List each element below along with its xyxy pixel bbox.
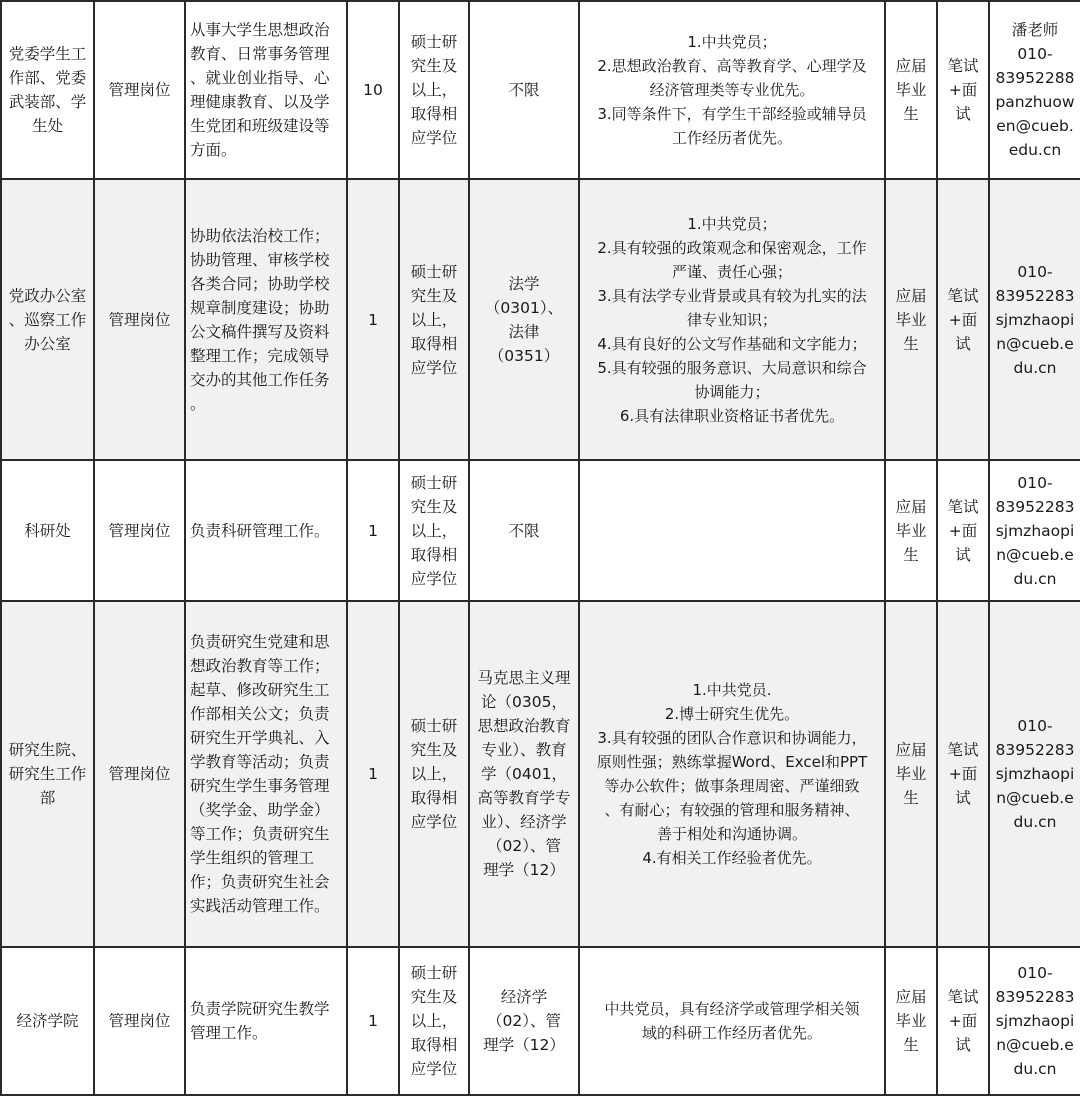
education-cell: 硕士研 究生及 以上， 取得相 应学位 — [399, 1, 469, 179]
requirements-cell: 1.中共党员. 2.博士研究生优先。 3.具有较强的团队合作意识和协调能力， 原则性强；熟练掌握Word、Excel和PPT 等办公软件；做事条理周密、严谨细致 、有耐心；有较强的管理和服务精神、 善于相处和沟通协调。 4.有相关工作经验者优先。 — [579, 601, 885, 947]
education-cell: 硕士研 究生及 以上， 取得相 应学位 — [399, 460, 469, 601]
contact-cell: 010- 83952283 sjmzhaopi n@cueb.e du.cn — [989, 179, 1080, 460]
duties-cell: 负责研究生党建和思 想政治教育等工作； 起草、修改研究生工 作部相关公文；负责 研究生开学典礼、入 学教育等活动；负责 研究生学生事务管理 （奖学金、助学金） 等工作；负责研究生 学生组织的管理工 作；负责研究生社会 实践活动管理工作。 — [185, 601, 347, 947]
exam-cell: 笔试 +面 试 — [937, 947, 989, 1095]
department-cell: 党政办公室 、巡察工作 办公室 — [1, 179, 94, 460]
education-cell: 硕士研 究生及 以上， 取得相 应学位 — [399, 601, 469, 947]
requirements-cell — [579, 460, 885, 601]
duties-cell: 负责学院研究生教学 管理工作。 — [185, 947, 347, 1095]
major-cell: 经济学 （02）、管 理学（12） — [469, 947, 579, 1095]
contact-cell: 010- 83952283 sjmzhaopi n@cueb.e du.cn — [989, 947, 1080, 1095]
post-type-cell: 管理岗位 — [94, 460, 185, 601]
exam-cell: 笔试 +面 试 — [937, 179, 989, 460]
post-type-cell: 管理岗位 — [94, 1, 185, 179]
major-cell: 不限 — [469, 460, 579, 601]
department-cell: 党委学生工 作部、党委 武装部、学 生处 — [1, 1, 94, 179]
post-type-cell: 管理岗位 — [94, 601, 185, 947]
applicants-cell: 应届 毕业 生 — [885, 1, 937, 179]
education-cell: 硕士研 究生及 以上， 取得相 应学位 — [399, 179, 469, 460]
department-cell: 研究生院、 研究生工作 部 — [1, 601, 94, 947]
count-cell: 1 — [347, 460, 399, 601]
count-cell: 1 — [347, 947, 399, 1095]
table-row — [1, 601, 1080, 947]
post-type-cell: 管理岗位 — [94, 947, 185, 1095]
requirements-cell: 中共党员，具有经济学或管理学相关领 域的科研工作经历者优先。 — [579, 947, 885, 1095]
table-row — [1, 460, 1080, 601]
exam-cell: 笔试 +面 试 — [937, 601, 989, 947]
applicants-cell: 应届 毕业 生 — [885, 947, 937, 1095]
duties-cell: 协助依法治校工作； 协助管理、审核学校 各类合同；协助学校 规章制度建设；协助 公文稿件撰写及资料 整理工作；完成领导 交办的其他工作任务 。 — [185, 179, 347, 460]
education-cell: 硕士研 究生及 以上， 取得相 应学位 — [399, 947, 469, 1095]
applicants-cell: 应届 毕业 生 — [885, 601, 937, 947]
duties-cell: 从事大学生思想政治 教育、日常事务管理 、就业创业指导、心 理健康教育、以及学 生党团和班级建设等 方面。 — [185, 1, 347, 179]
requirements-cell: 1.中共党员； 2.思想政治教育、高等教育学、心理学及 经济管理类等专业优先。 3.同等条件下，有学生干部经验或辅导员 工作经历者优先。 — [579, 1, 885, 179]
contact-cell: 010- 83952283 sjmzhaopi n@cueb.e du.cn — [989, 460, 1080, 601]
duties-cell: 负责科研管理工作。 — [185, 460, 347, 601]
table-row — [1, 1, 1080, 179]
exam-cell: 笔试 +面 试 — [937, 1, 989, 179]
major-cell: 法学 （0301）、 法律 （0351） — [469, 179, 579, 460]
exam-cell: 笔试 +面 试 — [937, 460, 989, 601]
requirements-cell: 1.中共党员； 2.具有较强的政策观念和保密观念，工作 严谨、责任心强； 3.具有法学专业背景或具有较为扎实的法 律专业知识； 4.具有良好的公文写作基础和文字能力； 5.具有较强的服务意识、大局意识和综合 协调能力； 6.具有法律职业资格证书者优先。 — [579, 179, 885, 460]
major-cell: 不限 — [469, 1, 579, 179]
count-cell: 10 — [347, 1, 399, 179]
contact-cell: 010- 83952283 sjmzhaopi n@cueb.e du.cn — [989, 601, 1080, 947]
table-row — [1, 947, 1080, 1095]
department-cell: 科研处 — [1, 460, 94, 601]
table-row — [1, 179, 1080, 460]
applicants-cell: 应届 毕业 生 — [885, 179, 937, 460]
major-cell: 马克思主义理 论（0305， 思想政治教育 专业）、教育 学（0401， 高等教育学专 业）、经济学 （02）、管 理学（12） — [469, 601, 579, 947]
contact-cell: 潘老师 010- 83952288 panzhuow en@cueb. edu.cn — [989, 1, 1080, 179]
count-cell: 1 — [347, 601, 399, 947]
department-cell: 经济学院 — [1, 947, 94, 1095]
post-type-cell: 管理岗位 — [94, 179, 185, 460]
applicants-cell: 应届 毕业 生 — [885, 460, 937, 601]
count-cell: 1 — [347, 179, 399, 460]
